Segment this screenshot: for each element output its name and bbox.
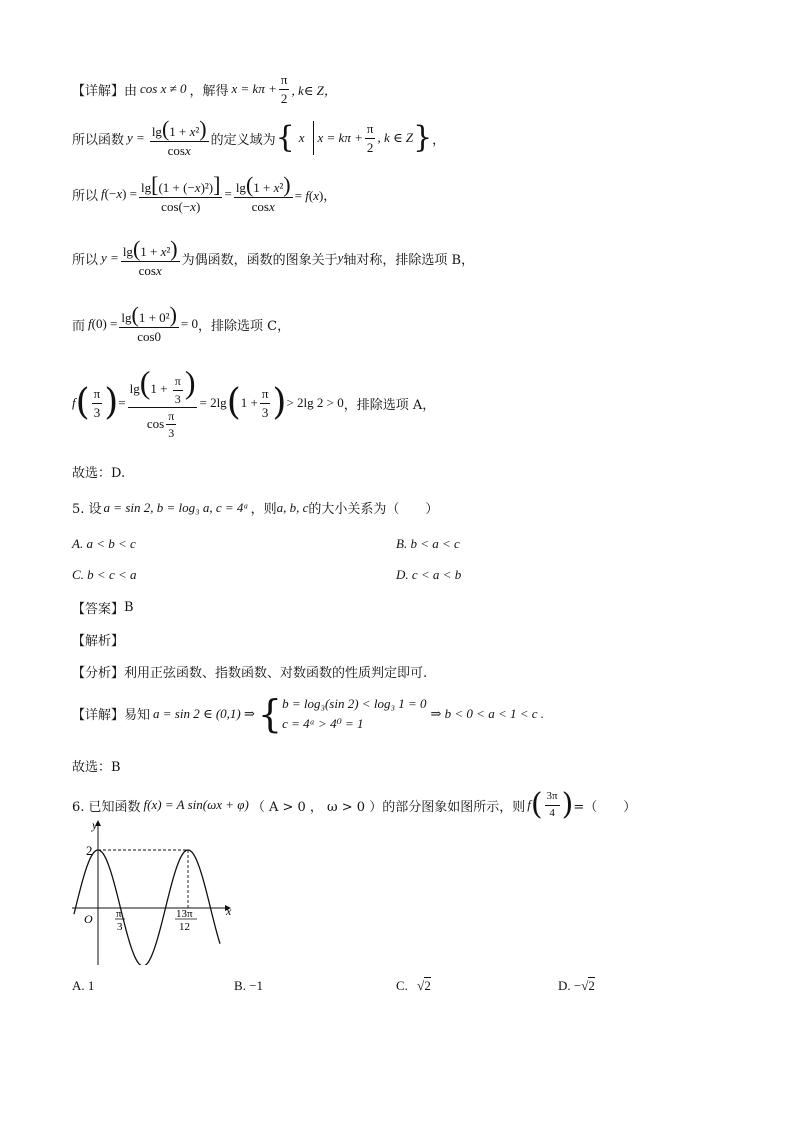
detail-text: ，排除选项 C， bbox=[198, 318, 291, 334]
sqrt-value: 2 bbox=[588, 978, 595, 993]
detail-text: 轴对称，排除选项 B， bbox=[343, 252, 475, 268]
system-line-2: c = 4ᵃ > 4⁰ = 1 bbox=[282, 715, 364, 731]
q6-option-c[interactable]: C. √2 bbox=[396, 978, 431, 993]
detail-text: 所以函数 bbox=[72, 132, 125, 148]
math-expr: cos x ≠ 0 bbox=[140, 81, 187, 97]
q5-vars: a, b, c bbox=[276, 499, 309, 515]
detail-text: 为偶函数，函数的图象关于 bbox=[181, 252, 338, 268]
q6-text: （ A > 0 ， ω > 0 ）的部分图象如图所示，则 bbox=[251, 799, 526, 815]
tick1-num: π bbox=[116, 908, 122, 920]
q5-text: ，则 bbox=[250, 502, 277, 517]
detail-text: 【详解】易知 bbox=[72, 708, 151, 723]
option-letter: C. bbox=[396, 978, 408, 993]
q5-choose: 故选：B bbox=[72, 760, 121, 775]
detail-text: 的定义域为 bbox=[210, 132, 276, 148]
system-line-1: b = log₃(sin 2) < log₃ 1 = 0 bbox=[282, 696, 427, 711]
q5-analysis: 【分析】利用正弦函数、指数函数、对数函数的性质判定即可. bbox=[72, 666, 428, 681]
tick1-den: 3 bbox=[117, 921, 123, 933]
equation-system bbox=[282, 694, 426, 733]
q6-sine-graph bbox=[70, 815, 240, 965]
fraction-lg-negx: $\frac{\text{lg[(1 + (−x)²)]}}{\cos(-x)}$ bbox=[141, 172, 221, 214]
q5-analysis-tag: 【解析】 bbox=[72, 634, 125, 649]
detail-text: 【详解】由 bbox=[72, 83, 138, 99]
q5-option-d[interactable]: D. c < a < b bbox=[396, 567, 462, 582]
y-axis-label: y bbox=[92, 818, 98, 832]
detail-text: 所以 bbox=[72, 188, 99, 204]
detail-text: ，排除选项 A， bbox=[343, 397, 436, 413]
detail-line-5: 而 f (0) = $\frac{\text{lg(1 + 0²)}}{\cos 0}$ = 0 ，排除选项 C， bbox=[72, 302, 291, 344]
q6-number: 6. 已知函数 bbox=[72, 799, 141, 815]
answer-tag: 【答案】 bbox=[72, 602, 125, 617]
detail-text: 所以 bbox=[72, 252, 99, 268]
math-expr: , k∈ Z， bbox=[291, 82, 337, 98]
question-6-stem: 6. 已知函数 f(x) = A sin(ωx + φ) （ A > 0 ， ω > 0 ）的部分图象如图所示，则 f ( $\frac{3\pi}{4}$ ) =（ ） bbox=[72, 787, 637, 822]
detail-line-2: 所以函数 y = $\frac{\text{lg(1 + x²)}}{\cos x}$ 的定义域为 { x x = kπ + $\frac{\pi}{2}$ , k ∈ Z } ， bbox=[72, 116, 446, 158]
fraction-pi-over-2: $\frac{\pi}{2}$ bbox=[280, 72, 288, 106]
detail-line-4: 所以 y = $\frac{\text{lg(1 + x²)}}{\cos x}$ 为偶函数，函数的图象关于 y 轴对称，排除选项 B， bbox=[72, 236, 475, 278]
detail-text: ，解得 bbox=[189, 83, 229, 99]
math-expr: a = sin 2 ∈ (0,1) ⇒ bbox=[153, 705, 255, 721]
peak-label: 2 bbox=[86, 843, 93, 858]
tick2-den: 12 bbox=[179, 921, 190, 933]
q6-text: =（ ） bbox=[573, 799, 637, 815]
q6-option-d[interactable]: D. −√2 bbox=[558, 978, 595, 993]
tick2-num: 13π bbox=[176, 908, 193, 920]
detail-text: 而 bbox=[72, 318, 86, 334]
q5-math: a = sin 2, b = log₃ a, c = 4ᵃ bbox=[103, 499, 249, 515]
q5-number: 5. 设 bbox=[72, 502, 102, 517]
x-axis-label: x bbox=[226, 904, 232, 918]
q5-option-c[interactable]: C. b < c < a bbox=[72, 567, 137, 582]
answer-value: B bbox=[124, 600, 134, 615]
q5-answer bbox=[72, 598, 134, 617]
detail-line-1 bbox=[72, 72, 337, 106]
option-letter: D. − bbox=[558, 978, 582, 993]
q5-text: 的大小关系为（ ） bbox=[308, 502, 439, 517]
question-5-stem bbox=[72, 498, 438, 517]
q6-option-b[interactable]: B. −1 bbox=[234, 978, 264, 993]
detail-line-3: 所以 f (−x) = $\frac{\text{lg[(1 + (−x)²)]}}{\cos(-x)}$ = $\frac{\text{lg(1 + x²)}}{\cos x}$ = f(x)， bbox=[72, 172, 337, 214]
math-var: y bbox=[337, 250, 344, 266]
q6-func: f(x) = A sin(ωx + φ) bbox=[143, 797, 249, 812]
detail-line-6: f ( $\frac{\pi}{3}$ ) = lg(1 + $\frac{\pi}{3}$ ) cos $\frac{\pi}{3}$ = 2lg ( 1 + $\frac{\pi}{3}$ ) > 2lg 2 > 0 ，排除选项 A， bbox=[72, 364, 436, 441]
q5-detail: 【详解】易知 a = sin 2 ∈ (0,1) ⇒ { b = log₃(sin 2) < log₃ 1 = 0 c = 4ᵃ > 4⁰ = 1 ⇒ b < 0 < a < 1 < c . bbox=[72, 691, 545, 736]
math-expr: x = kπ + bbox=[231, 81, 277, 97]
math-expr: ⇒ b < 0 < a < 1 < c . bbox=[430, 705, 545, 721]
q5-option-a[interactable]: A. a < b < c bbox=[72, 536, 136, 551]
fraction-lg-over-cos: $\frac{\text{lg(1 + x²)}}{\cos x}$ bbox=[151, 116, 207, 158]
sqrt-value: 2 bbox=[424, 978, 431, 993]
detail-choose: 故选：D. bbox=[72, 466, 126, 481]
origin-label: O bbox=[84, 912, 93, 926]
q5-option-b[interactable]: B. b < a < c bbox=[396, 536, 460, 551]
fraction-lg-cos: $\frac{\text{lg(1 + x²)}}{\cos x}$ bbox=[235, 172, 291, 214]
q6-option-a[interactable]: A. 1 bbox=[72, 978, 95, 993]
